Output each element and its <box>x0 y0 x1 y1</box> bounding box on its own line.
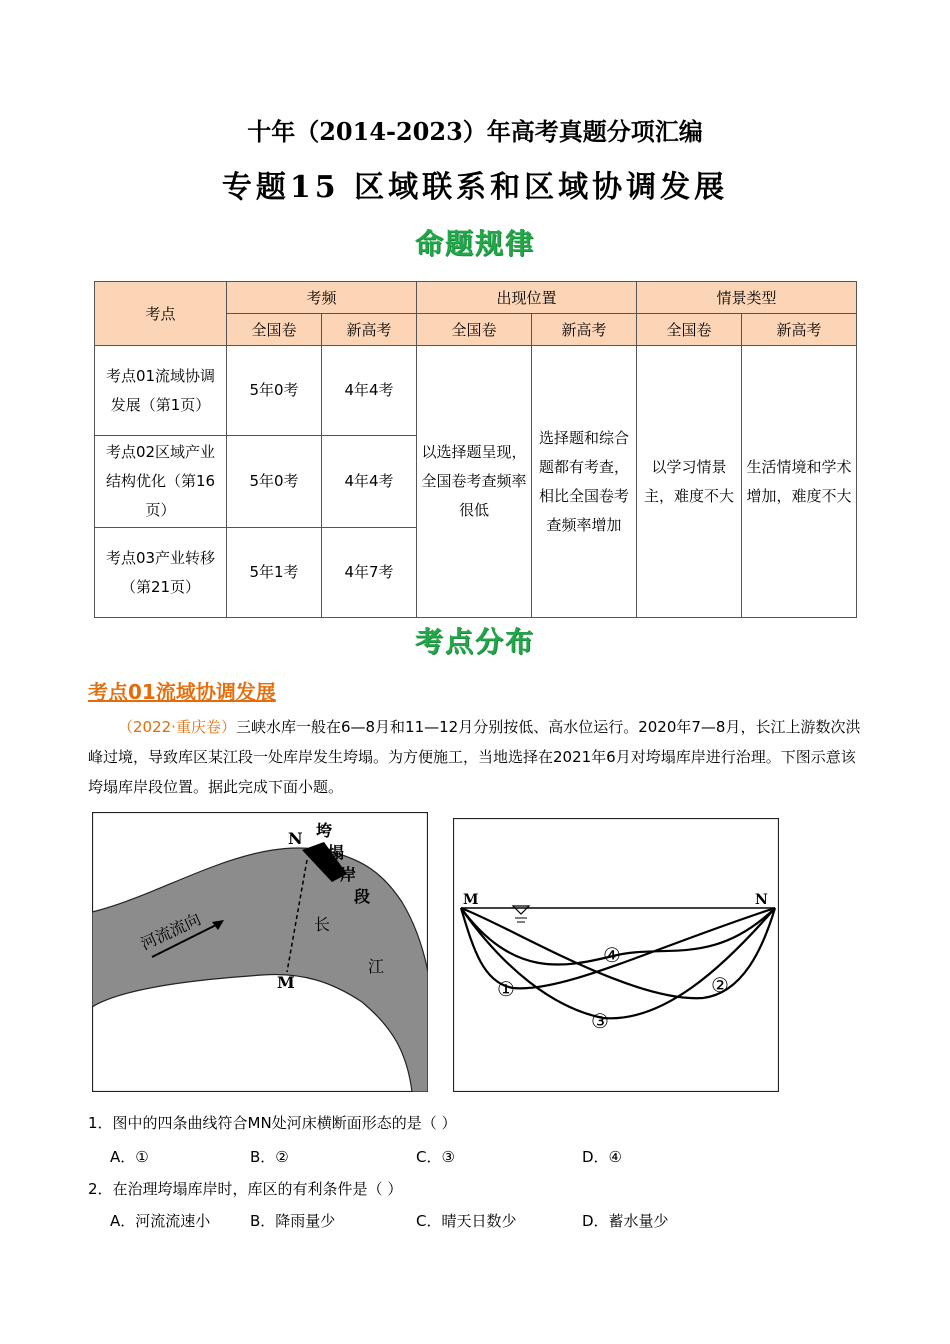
summary-table <box>94 281 857 618</box>
header-position: 出现位置 <box>417 282 637 314</box>
curve-label-4: ④ <box>603 943 621 967</box>
sub-national: 全国卷 <box>637 314 742 346</box>
map-label-n: N <box>288 829 303 848</box>
sub-national: 全国卷 <box>417 314 532 346</box>
collapse-char: 塌 <box>328 843 345 862</box>
curve-label-3: ③ <box>591 1009 609 1033</box>
context-new: 生活情境和学术增加，难度不大 <box>742 346 857 618</box>
row-freq-new: 4年7考 <box>322 528 417 618</box>
collapse-char: 垮 <box>316 821 333 840</box>
river-map <box>92 812 428 1092</box>
context-national: 以学习情景主，难度不大 <box>637 346 742 618</box>
option[interactable]: A．河流流速小 <box>110 1212 211 1230</box>
sub-national: 全国卷 <box>227 314 322 346</box>
question-stem: 1．图中的四条曲线符合MN处河床横断面形态的是（ ） <box>88 1114 457 1132</box>
map-label-m: M <box>277 973 295 992</box>
option[interactable]: C．晴天日数少 <box>416 1212 517 1230</box>
map-label-jiang: 江 <box>368 957 385 976</box>
option[interactable]: B．降雨量少 <box>250 1212 336 1230</box>
row-freq-new: 4年4考 <box>322 346 417 436</box>
option[interactable]: A．① <box>110 1148 149 1166</box>
question-intro <box>88 712 866 802</box>
header-frequency: 考频 <box>227 282 417 314</box>
collapse-char: 岸 <box>340 865 357 884</box>
row-freq-national: 5年1考 <box>227 528 322 618</box>
row-freq-national: 5年0考 <box>227 346 322 436</box>
map-label-chang: 长 <box>314 915 331 934</box>
topic-title: 专题15 区域联系和区域协调发展 <box>221 170 729 205</box>
row-kaodian: 考点01流域协调发展（第1页） <box>95 346 227 436</box>
series-title: 十年（2014-2023）年高考真题分项汇编 <box>247 117 703 146</box>
question-text: 三峡水库一般在6—8月和11—12月分别按低、高水位运行。2020年7—8月，长江上游数次洪峰过境，导致库区某江段一处库岸发生垮塌。为方便施工，当地选择在2021年6月对垮塌库岸进行治理。下图示意该垮塌库岸段位置。据此完成下面小题。 <box>88 718 861 796</box>
option[interactable]: B．② <box>250 1148 289 1166</box>
position-national: 以选择题呈现，全国卷考查频率很低 <box>417 346 532 618</box>
sub-new: 新高考 <box>322 314 417 346</box>
row-kaodian: 考点02区域产业结构优化（第16页） <box>95 436 227 528</box>
section-distribution: 考点分布 <box>414 625 535 658</box>
collapse-char: 段 <box>354 887 371 906</box>
option[interactable]: D．蓄水量少 <box>582 1212 669 1230</box>
profile-label-m: M <box>463 892 479 908</box>
profile-label-n: N <box>755 892 768 908</box>
flow-label: 河流流向 <box>137 909 204 954</box>
header-context: 情景类型 <box>637 282 857 314</box>
row-freq-new: 4年4考 <box>322 436 417 528</box>
option[interactable]: C．③ <box>416 1148 455 1166</box>
option[interactable]: D．④ <box>582 1148 622 1166</box>
sub-new: 新高考 <box>742 314 857 346</box>
sub-new: 新高考 <box>532 314 637 346</box>
curve-label-1: ① <box>497 977 515 1001</box>
row-freq-national: 5年0考 <box>227 436 322 528</box>
curve-label-2: ② <box>711 973 729 997</box>
question-stem: 2．在治理垮塌库岸时，库区的有利条件是（ ） <box>88 1180 403 1198</box>
position-new: 选择题和综合题都有考查，相比全国卷考查频率增加 <box>532 346 637 618</box>
cross-section-diagram <box>453 818 779 1092</box>
kaodian-heading[interactable]: 考点01流域协调发展 <box>88 680 276 704</box>
question-source: （2022·重庆卷） <box>118 718 236 736</box>
section-rules: 命题规律 <box>414 227 535 260</box>
header-kaodian: 考点 <box>95 282 227 346</box>
row-kaodian: 考点03产业转移（第21页） <box>95 528 227 618</box>
